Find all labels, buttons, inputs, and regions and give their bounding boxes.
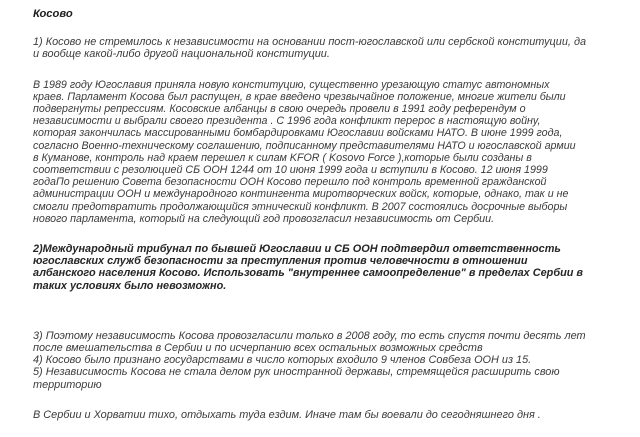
- text-line: краев. Парламент Косова был распущен, в крае введено чрезвычайное положение, многие жители были: [33, 90, 566, 103]
- text-line: В Сербии и Хорватии тихо, отдыхать туда ездим. Иначе там бы воевали до сегодняшнего дня .: [33, 408, 541, 421]
- text-line: 5) Независимость Косова не стала делом рук иностранной державы, стремящейся расширить свою: [33, 366, 560, 379]
- text-line: таких условиях было невозможно.: [33, 279, 227, 292]
- text-line: годаПо решению Совета безопасности ООН Косово перешло под контроль временной гражданской: [33, 176, 547, 189]
- page-title: Косово: [33, 8, 73, 20]
- text-line: 3) Поэтому независимость Косова провозгласили только в 2008 году, то есть спустя почти десять лет: [33, 329, 586, 342]
- text-line: после вмешательства в Сербии и по исчерпанию всех остальных возможных средств: [33, 342, 483, 355]
- text-line: территорию: [33, 378, 102, 391]
- text-line: албанского населения Косово. Использовать "внутреннее самоопределение" в пределах Сербии в: [33, 267, 583, 280]
- text-line: нового парламента, который на следующий год провозгласил независимость от Сербии.: [33, 212, 495, 225]
- text-line: смогли предотвратить продолжающийся этнический конфликт. В 2007 состоялись досрочные выборы: [33, 200, 568, 213]
- text-line: и вообще какой-либо другой национальной конституции.: [33, 48, 330, 61]
- text-line: подвергнуты репрессиям. Косовские албанцы в свою очередь провели в 1991 году референдум о: [33, 103, 526, 116]
- text-line: администрации ООН и международного контингента миротворческих войск, которые, однако, так и не: [33, 188, 569, 201]
- text-line: югославских служб безопасности за преступления против человечности в отношении: [33, 255, 528, 268]
- text-line: которая закончилась массированными бомбардировками Югославии войсками НАТО. В июне 1999 года,: [33, 127, 563, 140]
- text-line: 4) Косово было признано государствами в число которых входило 9 членов Совбеза ООН из 15.: [33, 354, 532, 367]
- paragraph-5: [33, 409, 630, 421]
- paragraph-3-bold: [33, 243, 630, 292]
- text-line: 1) Косово не стремилось к независимости на основании пост-югославской или сербской конституции, да: [33, 36, 587, 49]
- text-line: независимости и выбрали своего президента . С 1996 года конфликт перерос в настоящую войну,: [33, 115, 541, 128]
- paragraph-4: [33, 330, 630, 391]
- text-line: согласно Военно-техническому соглашению, подписанному представителями НАТО и югославской армии: [33, 139, 576, 152]
- text-line: В 1989 году Югославия приняла новую конституцию, существенно урезающую статус автономных: [33, 78, 550, 91]
- text-line: соответствии с резолюцией СБ ООН 1244 от 10 июня 1999 года и вступили в Косово. 12 июня 1999: [33, 164, 548, 177]
- paragraph-1: [33, 36, 630, 60]
- text-line: в Куманове, контроль над краем перешел к силам KFOR ( Kosovo Force ),которые были созданы в: [33, 151, 532, 164]
- text-line: 2)Международный трибунал по бывшей Югославии и СБ ООН подтвердил ответственность: [33, 243, 561, 256]
- paragraph-2: [33, 79, 630, 225]
